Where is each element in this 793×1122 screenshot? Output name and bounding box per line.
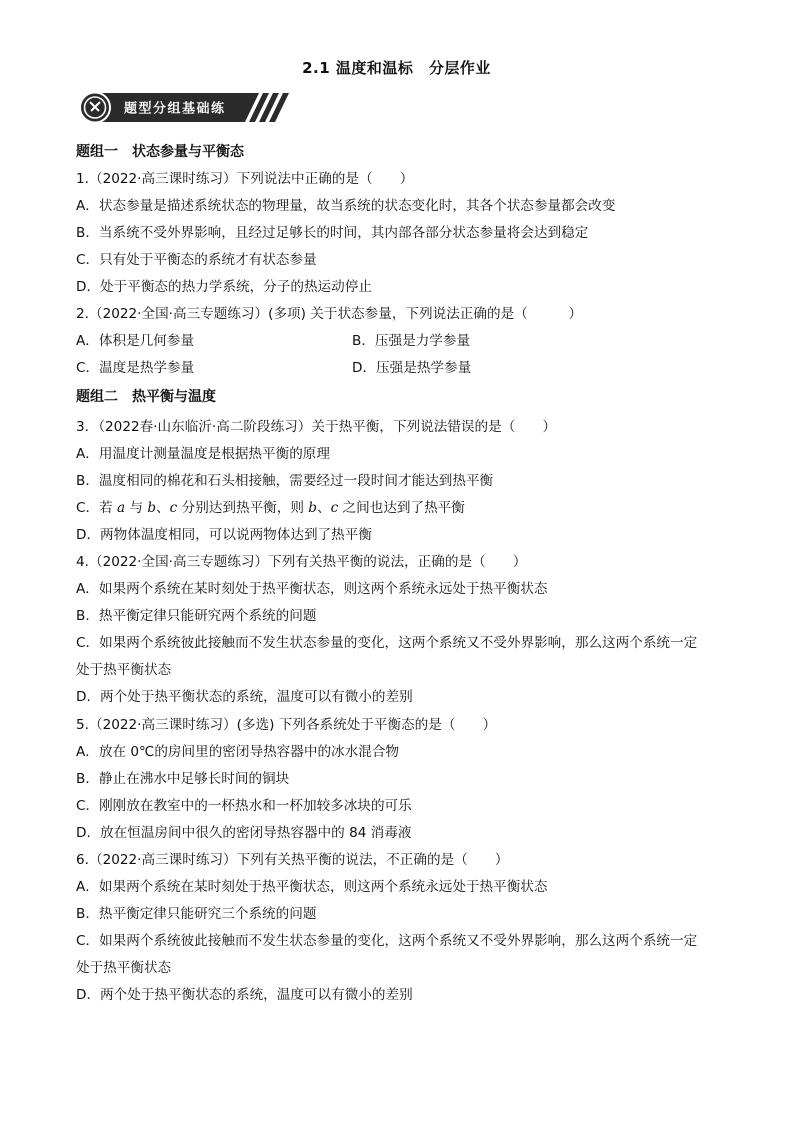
- question-3-option-d: D．两物体温度相同，可以说两物体达到了热平衡: [76, 527, 372, 543]
- question-6-option-a: A．如果两个系统在某时刻处于热平衡状态，则这两个系统永远处于热平衡状态: [76, 879, 548, 895]
- question-3-stem: 3．（2022春·山东临沂·高二阶段练习）关于热平衡，下列说法错误的是（ ）: [76, 419, 557, 435]
- question-5-option-a: A．放在 0℃的房间里的密闭导热容器中的冰水混合物: [76, 744, 400, 760]
- question-5-option-b: B．静止在沸水中足够长时间的铜块: [76, 771, 290, 787]
- question-4-option-a: A．如果两个系统在某时刻处于热平衡状态，则这两个系统永远处于热平衡状态: [76, 581, 548, 597]
- variable-b: b: [147, 500, 157, 516]
- question-1-option-b: B．当系统不受外界影响，且经过足够长的时间，其内部各部分状态参量将会达到稳定: [76, 225, 589, 241]
- question-3-option-a: A．用温度计测量温度是根据热平衡的原理: [76, 446, 330, 462]
- question-6-stem: 6.（2022·高三课时练习）下列有关热平衡的说法，不正确的是（ ）: [76, 852, 509, 868]
- question-6-option-b: B．热平衡定律只能研究三个系统的问题: [76, 906, 317, 922]
- page-title: 2.1 温度和温标 分层作业: [302, 59, 491, 77]
- question-4-stem: 4.（2022·全国·高三专题练习）下列有关热平衡的说法，正确的是（ ）: [76, 554, 527, 570]
- question-2-stem: 2.（2022·全国·高三专题练习）(多项) 关于状态参量，下列说法正确的是（ ）: [76, 306, 583, 322]
- question-3-option-c: [76, 499, 465, 517]
- question-4-option-d: D．两个处于热平衡状态的系统，温度可以有微小的差别: [76, 689, 413, 705]
- question-6-option-d: D．两个处于热平衡状态的系统，温度可以有微小的差别: [76, 987, 413, 1003]
- question-1-option-c: C．只有处于平衡态的系统才有状态参量: [76, 252, 317, 268]
- question-5-option-d: D．放在恒温房间中很久的密闭导热容器中的 84 消毒液: [76, 825, 412, 841]
- question-6-option-c-continued: 处于热平衡状态: [76, 960, 172, 976]
- question-6-option-c: C．如果两个系统彼此接触而不发生状态参量的变化，这两个系统又不受外界影响，那么这两个系统一定: [76, 933, 698, 949]
- question-1-stem: 1.（2022·高三课时练习）下列说法中正确的是（ ）: [76, 171, 414, 187]
- group-heading-2: 题组二 热平衡与温度: [76, 389, 216, 405]
- section-banner: [79, 91, 289, 124]
- question-2-option-b: B．压强是力学参量: [352, 333, 471, 349]
- question-1-option-d: D．处于平衡态的热力学系统，分子的热运动停止: [76, 279, 372, 295]
- question-3-option-c-part: 、: [156, 500, 170, 516]
- variable-b: b: [308, 500, 317, 516]
- question-3-option-c-part: 之间也达到了热平衡: [338, 500, 465, 516]
- question-3-option-c-part: 与: [125, 500, 148, 516]
- question-4-option-c-continued: 处于热平衡状态: [76, 662, 172, 678]
- group-heading-1: 题组一 状态参量与平衡态: [76, 144, 244, 160]
- question-1-option-a: A．状态参量是描述系统状态的物理量，故当系统的状态变化时，其各个状态参量都会改变: [76, 198, 616, 214]
- variable-c: c: [169, 500, 178, 516]
- variable-a: a: [117, 500, 126, 516]
- question-4-option-b: B．热平衡定律只能研究两个系统的问题: [76, 608, 317, 624]
- question-2-option-a: A．体积是几何参量: [76, 333, 195, 349]
- question-3-option-c-part: C．若: [76, 500, 118, 516]
- question-4-option-c: C．如果两个系统彼此接触而不发生状态参量的变化，这两个系统又不受外界影响，那么这两个系统一定: [76, 635, 698, 651]
- question-3-option-c-part: 、: [317, 500, 331, 516]
- question-5-stem: 5.（2022·高三课时练习）(多选) 下列各系统处于平衡态的是（ ）: [76, 717, 497, 733]
- variable-c: c: [330, 500, 339, 516]
- question-2-option-d: D．压强是热学参量: [352, 360, 472, 376]
- section-banner-label: 题型分组基础练: [124, 101, 226, 117]
- question-5-option-c: C．刚刚放在教室中的一杯热水和一杯加较多冰块的可乐: [76, 798, 412, 814]
- question-3-option-c-part: 分别达到热平衡，则: [177, 500, 309, 516]
- question-3-option-b: B．温度相同的棉花和石头相接触，需要经过一段时间才能达到热平衡: [76, 473, 494, 489]
- section-banner-graphic: [79, 91, 289, 124]
- question-2-option-c: C．温度是热学参量: [76, 360, 195, 376]
